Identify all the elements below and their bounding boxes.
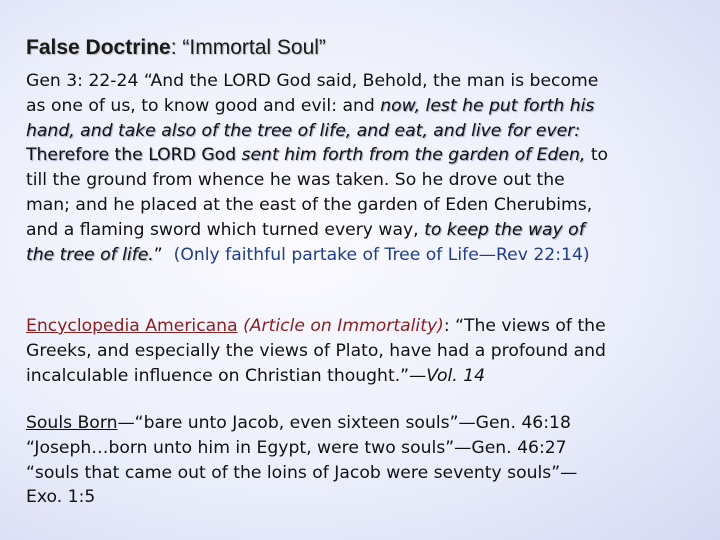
genesis-line-7-plain: and a flaming sword which turned every way, [26,219,425,240]
souls-line-1-tail: —“bare unto Jacob, even sixteen souls”—Gen. 46:18 [117,413,571,433]
americana-passage [26,314,706,388]
genesis-line-3: hand, and take also of the tree of life, and eat, and live for ever: [26,120,581,141]
souls-line-2: “Joseph…born unto him in Egypt, were two souls”—Gen. 46:27 [26,437,567,458]
genesis-line-4-plain: Therefore the LORD God [26,145,242,166]
genesis-line-2 [26,94,706,119]
genesis-line-4 [26,143,706,168]
genesis-line-6: man; and he placed at the east of the garden of Eden Cherubims, [26,194,593,215]
title-subtitle: : “Immortal Soul” [170,36,326,59]
americana-line-3 [26,364,706,389]
genesis-line-8-emphasis: the tree of life. [26,244,154,265]
title-main: False Doctrine [26,36,171,59]
genesis-line-7 [26,218,706,243]
souls-line-3: “souls that came out of the loins of Jacob were seventy souls”— [26,462,578,483]
genesis-line-7-emphasis: to keep the way of [424,219,585,240]
americana-article: (Article on Immortality) [237,316,444,336]
souls-line-4: Exo. 1:5 [26,487,96,508]
genesis-close-quote: ” [153,244,163,265]
americana-line-1-tail: : “The views of the [443,316,606,336]
genesis-passage [26,69,706,267]
genesis-line-1: Gen 3: 22-24 “And the LORD God said, Behold, the man is become [26,71,599,91]
genesis-line-2-plain: as one of us, to know good and evil: and [26,95,381,116]
genesis-line-8 [26,243,706,268]
americana-line-3-plain: incalculable influence on Christian thought.”— [26,365,427,386]
americana-volume: Vol. 14 [426,365,486,386]
genesis-line-4-tail: to [585,145,609,166]
genesis-line-2-emphasis: now, lest he put forth his [380,95,595,116]
souls-label: Souls Born [26,413,118,433]
americana-line-2: Greeks, and especially the views of Plato, have had a profound and [26,340,606,361]
genesis-line-4-emphasis: sent him forth from the garden of Eden, [241,145,586,166]
americana-source: Encyclopedia Americana [26,316,238,336]
souls-line-1 [26,411,706,436]
genesis-line-5: till the ground from whence he was taken. So he drove out the [26,170,565,191]
americana-line-1 [26,314,706,339]
genesis-note: (Only faithful partake of Tree of Life—Rev 22:14) [173,244,590,265]
souls-passage [26,411,706,510]
slide-title [26,36,326,60]
